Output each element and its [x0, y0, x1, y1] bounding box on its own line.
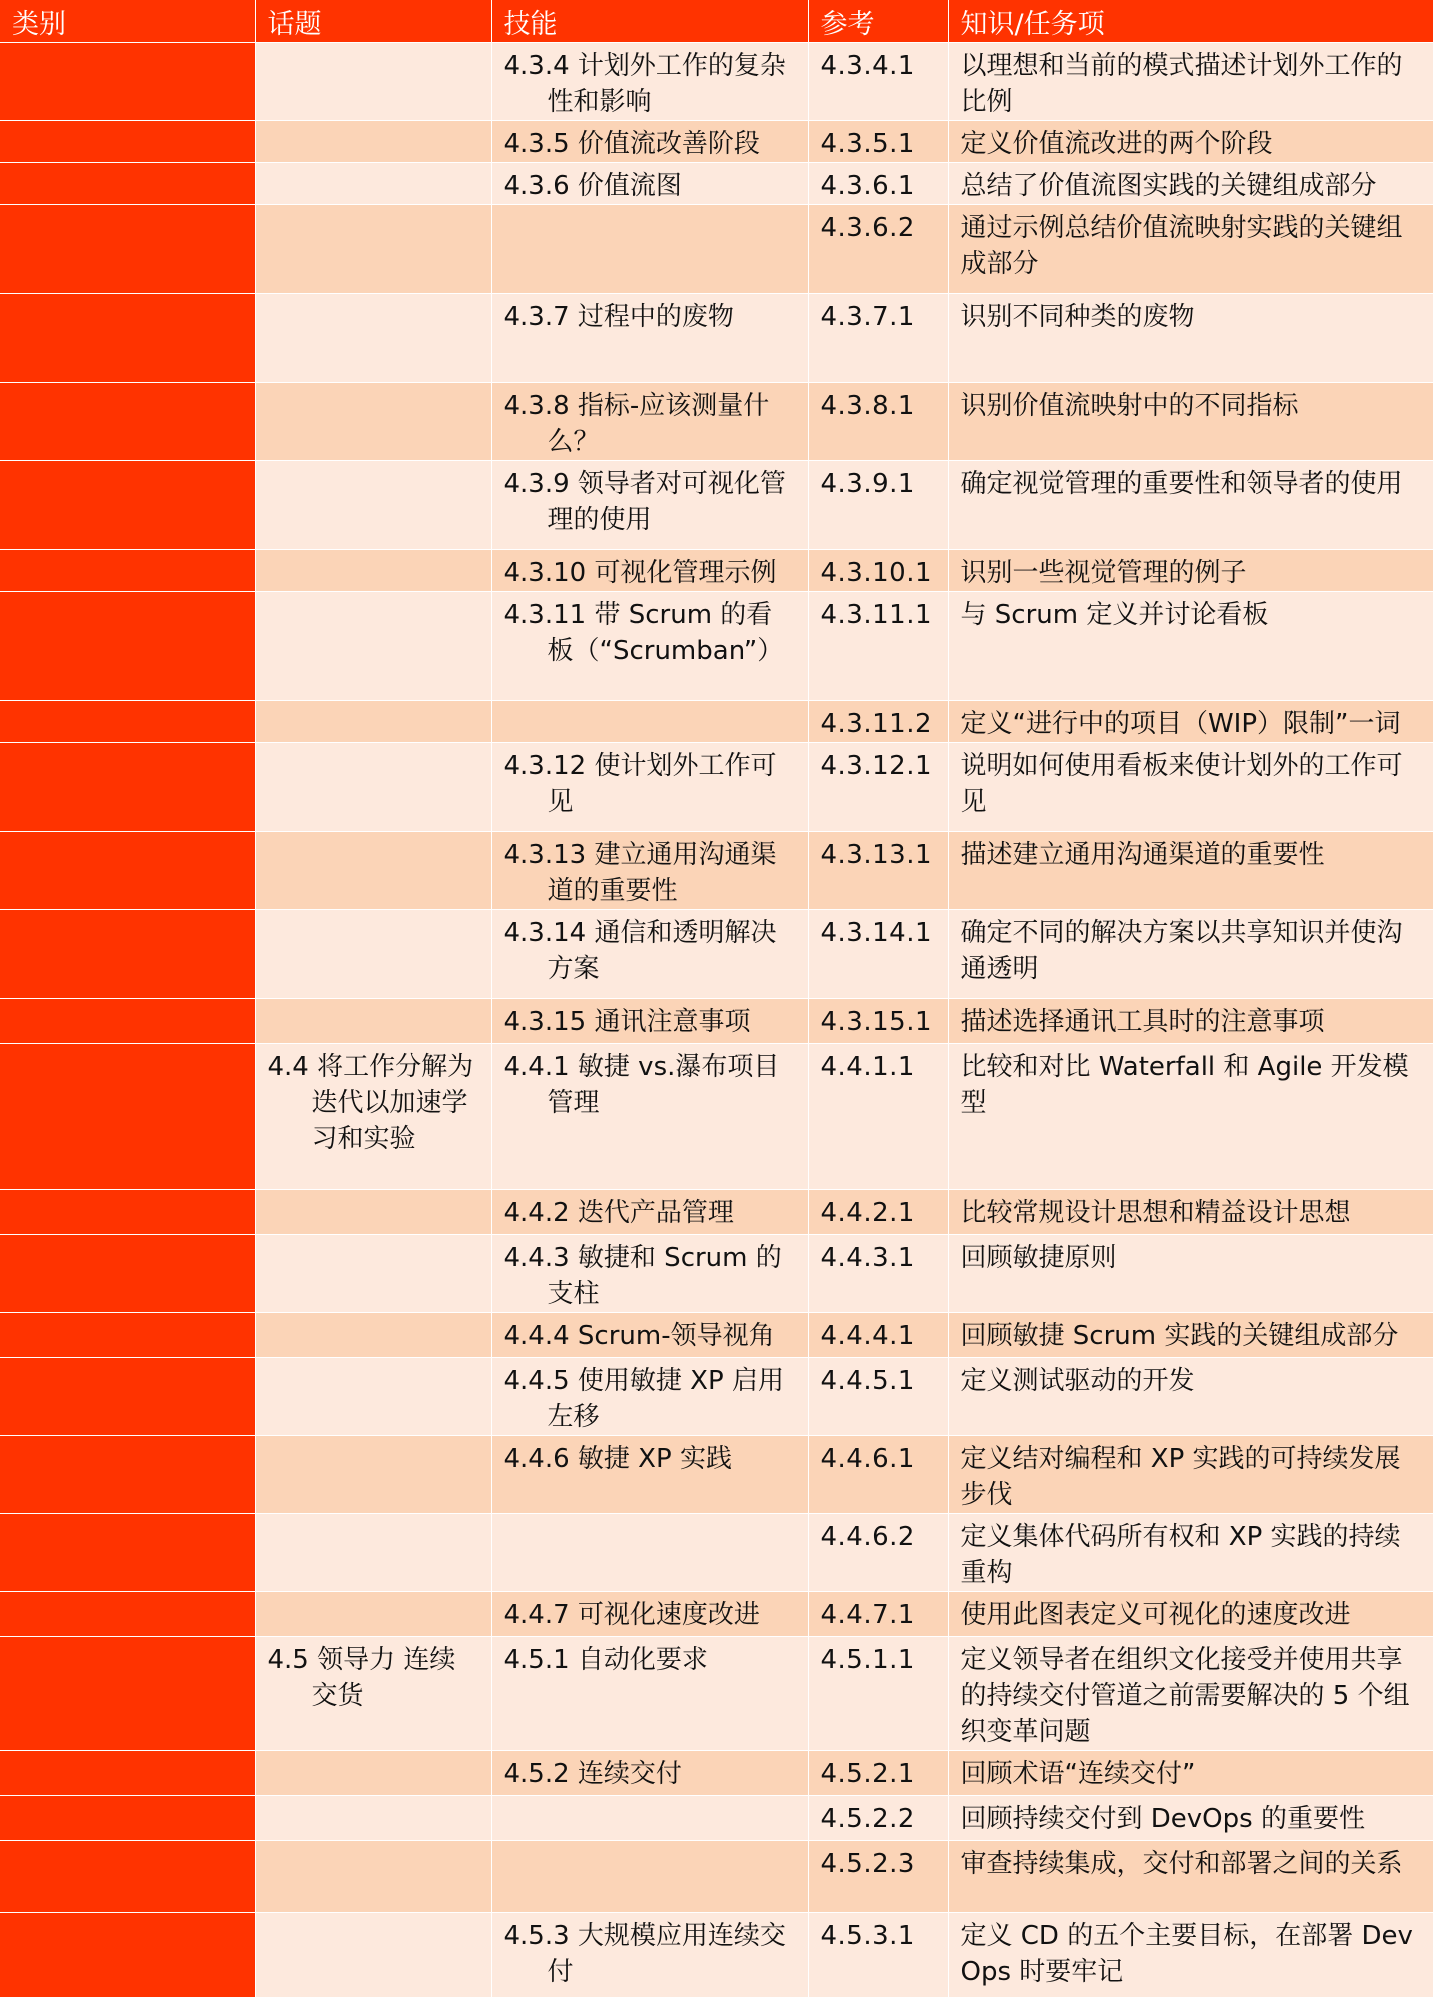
category-cell	[0, 1044, 255, 1190]
skill-cell-text: 4.3.13 建立通用沟通渠道的重要性	[503, 840, 777, 906]
skill-cell	[491, 294, 808, 383]
knowledge-item-cell	[948, 461, 1433, 550]
topic-cell	[255, 1796, 491, 1841]
topic-cell	[255, 205, 491, 294]
knowledge-item-cell-text: 确定视觉管理的重要性和领导者的使用	[960, 469, 1403, 499]
skill-cell	[491, 1751, 808, 1796]
reference-cell-text: 4.3.4.1	[820, 51, 915, 81]
table-row	[0, 205, 1433, 294]
table-row	[0, 999, 1433, 1044]
knowledge-item-cell-text: 审查持续集成，交付和部署之间的关系	[960, 1849, 1403, 1879]
knowledge-item-cell-text: 以理想和当前的模式描述计划外工作的比例	[960, 51, 1403, 117]
table-row	[0, 1637, 1433, 1751]
table-row	[0, 163, 1433, 205]
skill-cell	[491, 121, 808, 163]
topic-cell-text: 4.5 领导力 连续交货	[267, 1645, 456, 1711]
reference-cell	[808, 1235, 948, 1313]
reference-cell-text: 4.4.2.1	[820, 1198, 915, 1228]
knowledge-item-cell-text: 定义价值流改进的两个阶段	[960, 129, 1273, 159]
topic-cell	[255, 461, 491, 550]
knowledge-item-cell-text: 定义集体代码所有权和 XP 实践的持续重构	[960, 1522, 1401, 1588]
topic-cell	[255, 1514, 491, 1592]
table-row	[0, 592, 1433, 701]
topic-cell	[255, 701, 491, 743]
knowledge-item-cell	[948, 1751, 1433, 1796]
topic-cell	[255, 163, 491, 205]
skill-cell	[491, 1190, 808, 1235]
reference-cell-text: 4.3.6.2	[820, 213, 915, 243]
reference-cell-text: 4.5.3.1	[820, 1921, 915, 1951]
reference-cell-text: 4.3.15.1	[820, 1007, 933, 1037]
category-cell	[0, 461, 255, 550]
table-row	[0, 1751, 1433, 1796]
knowledge-item-cell	[948, 832, 1433, 910]
reference-cell	[808, 163, 948, 205]
category-cell	[0, 1514, 255, 1592]
reference-cell-text: 4.5.1.1	[820, 1645, 915, 1675]
header-skill: 技能	[491, 0, 808, 43]
knowledge-item-cell-text: 说明如何使用看板来使计划外的工作可见	[960, 751, 1403, 817]
skill-cell	[491, 1358, 808, 1436]
knowledge-item-cell-text: 定义结对编程和 XP 实践的可持续发展步伐	[960, 1444, 1401, 1510]
skill-cell	[491, 743, 808, 832]
reference-cell	[808, 592, 948, 701]
reference-cell	[808, 1313, 948, 1358]
skill-cell	[491, 1841, 808, 1913]
topic-cell	[255, 1358, 491, 1436]
reference-cell-text: 4.3.10.1	[820, 558, 933, 588]
table-row	[0, 1190, 1433, 1235]
topic-cell	[255, 550, 491, 592]
category-cell	[0, 1436, 255, 1514]
table-row	[0, 1514, 1433, 1592]
knowledge-item-cell	[948, 1436, 1433, 1514]
category-cell	[0, 1235, 255, 1313]
knowledge-item-cell-text: 定义领导者在组织文化接受并使用共享的持续交付管道之前需要解决的 5 个组织变革问题	[960, 1645, 1410, 1747]
category-cell	[0, 294, 255, 383]
reference-cell-text: 4.3.11.1	[820, 600, 933, 630]
table-row	[0, 743, 1433, 832]
table-row	[0, 910, 1433, 999]
skill-cell	[491, 1436, 808, 1514]
category-cell	[0, 743, 255, 832]
topic-cell	[255, 43, 491, 121]
skill-cell-text: 4.3.7 过程中的废物	[503, 302, 734, 332]
knowledge-item-cell-text: 与 Scrum 定义并讨论看板	[960, 600, 1269, 630]
reference-cell	[808, 550, 948, 592]
reference-cell-text: 4.3.12.1	[820, 751, 933, 781]
knowledge-item-cell	[948, 743, 1433, 832]
topic-cell	[255, 1637, 491, 1751]
reference-cell-text: 4.3.14.1	[820, 918, 933, 948]
reference-cell	[808, 743, 948, 832]
reference-cell-text: 4.4.7.1	[820, 1600, 915, 1630]
knowledge-item-cell	[948, 1313, 1433, 1358]
skill-cell-text: 4.3.12 使计划外工作可见	[503, 751, 777, 817]
skill-cell	[491, 43, 808, 121]
skill-cell	[491, 383, 808, 461]
category-cell	[0, 1637, 255, 1751]
category-cell	[0, 1751, 255, 1796]
topic-cell	[255, 832, 491, 910]
table-row	[0, 1592, 1433, 1637]
skill-cell-text: 4.3.9 领导者对可视化管理的使用	[503, 469, 786, 535]
topic-cell	[255, 743, 491, 832]
topic-cell	[255, 1313, 491, 1358]
skill-cell	[491, 701, 808, 743]
category-cell	[0, 701, 255, 743]
skill-cell-text: 4.3.11 带 Scrum 的看板（“Scrumban”）	[503, 600, 784, 666]
knowledge-item-cell-text: 描述建立通用沟通渠道的重要性	[960, 840, 1325, 870]
skill-cell-text: 4.4.3 敏捷和 Scrum 的支柱	[503, 1243, 782, 1309]
knowledge-item-cell-text: 使用此图表定义可视化的速度改进	[960, 1600, 1351, 1630]
knowledge-item-cell-text: 回顾术语“连续交付”	[960, 1759, 1196, 1789]
table-row	[0, 383, 1433, 461]
skill-cell	[491, 999, 808, 1044]
table-row	[0, 550, 1433, 592]
reference-cell-text: 4.4.6.2	[820, 1522, 915, 1552]
topic-cell	[255, 121, 491, 163]
reference-cell	[808, 1841, 948, 1913]
reference-cell-text: 4.4.1.1	[820, 1052, 915, 1082]
reference-cell-text: 4.3.5.1	[820, 129, 915, 159]
knowledge-item-cell	[948, 1514, 1433, 1592]
skill-cell	[491, 1913, 808, 1998]
knowledge-item-cell-text: 回顾敏捷原则	[960, 1243, 1117, 1273]
topic-cell	[255, 294, 491, 383]
skill-cell-text: 4.4.1 敏捷 vs.瀑布项目管理	[503, 1052, 780, 1118]
skill-cell-text: 4.3.4 计划外工作的复杂性和影响	[503, 51, 786, 117]
category-cell	[0, 1841, 255, 1913]
knowledge-item-cell-text: 回顾持续交付到 DevOps 的重要性	[960, 1804, 1365, 1834]
reference-cell	[808, 1751, 948, 1796]
table-row	[0, 1358, 1433, 1436]
knowledge-item-cell	[948, 592, 1433, 701]
header-topic: 话题	[255, 0, 491, 43]
skill-cell-text: 4.4.7 可视化速度改进	[503, 1600, 760, 1630]
knowledge-item-cell-text: 总结了价值流图实践的关键组成部分	[960, 171, 1377, 201]
reference-cell	[808, 383, 948, 461]
category-cell	[0, 43, 255, 121]
skill-cell-text: 4.3.10 可视化管理示例	[503, 558, 777, 588]
skill-cell	[491, 832, 808, 910]
table-row	[0, 1913, 1433, 1998]
category-cell	[0, 1913, 255, 1998]
knowledge-item-cell-text: 识别一些视觉管理的例子	[960, 558, 1247, 588]
skill-cell-text: 4.4.4 Scrum-领导视角	[503, 1321, 775, 1351]
knowledge-item-cell	[948, 1235, 1433, 1313]
skill-cell	[491, 1592, 808, 1637]
topic-cell	[255, 1841, 491, 1913]
knowledge-item-cell-text: 识别价值流映射中的不同指标	[960, 391, 1299, 421]
category-cell	[0, 1796, 255, 1841]
knowledge-item-cell	[948, 1841, 1433, 1913]
category-cell	[0, 1358, 255, 1436]
skill-cell	[491, 910, 808, 999]
knowledge-item-cell-text: 比较和对比 Waterfall 和 Agile 开发模型	[960, 1052, 1409, 1118]
skill-cell	[491, 1637, 808, 1751]
skill-cell	[491, 1313, 808, 1358]
topic-cell	[255, 910, 491, 999]
topic-cell	[255, 1044, 491, 1190]
reference-cell	[808, 999, 948, 1044]
knowledge-item-cell	[948, 121, 1433, 163]
category-cell	[0, 550, 255, 592]
skill-cell-text: 4.3.5 价值流改善阶段	[503, 129, 760, 159]
reference-cell	[808, 1796, 948, 1841]
reference-cell	[808, 1637, 948, 1751]
knowledge-item-cell	[948, 43, 1433, 121]
table-row	[0, 1841, 1433, 1913]
table-body	[0, 43, 1433, 1998]
skill-cell	[491, 1796, 808, 1841]
skill-cell	[491, 1044, 808, 1190]
skill-cell	[491, 461, 808, 550]
reference-cell-text: 4.4.3.1	[820, 1243, 915, 1273]
reference-cell	[808, 832, 948, 910]
reference-cell-text: 4.4.5.1	[820, 1366, 915, 1396]
knowledge-item-cell	[948, 163, 1433, 205]
table-row	[0, 1313, 1433, 1358]
reference-cell	[808, 294, 948, 383]
table-row	[0, 294, 1433, 383]
reference-cell	[808, 121, 948, 163]
category-cell	[0, 832, 255, 910]
header-category: 类别	[0, 0, 255, 43]
category-cell	[0, 999, 255, 1044]
category-cell	[0, 205, 255, 294]
header-knowledge-item: 知识/任务项	[948, 0, 1433, 43]
reference-cell-text: 4.3.8.1	[820, 391, 915, 421]
topic-cell	[255, 592, 491, 701]
reference-cell-text: 4.4.6.1	[820, 1444, 915, 1474]
skill-cell	[491, 1235, 808, 1313]
knowledge-item-cell	[948, 550, 1433, 592]
reference-cell	[808, 1514, 948, 1592]
knowledge-item-cell-text: 定义测试驱动的开发	[960, 1366, 1195, 1396]
reference-cell-text: 4.5.2.3	[820, 1849, 915, 1879]
skill-cell-text: 4.4.5 使用敏捷 XP 启用左移	[503, 1366, 784, 1432]
reference-cell	[808, 701, 948, 743]
reference-cell-text: 4.3.11.2	[820, 709, 933, 739]
reference-cell-text: 4.4.4.1	[820, 1321, 915, 1351]
skill-cell	[491, 163, 808, 205]
table-row	[0, 1436, 1433, 1514]
knowledge-item-cell	[948, 1358, 1433, 1436]
category-cell	[0, 910, 255, 999]
category-cell	[0, 1592, 255, 1637]
knowledge-item-cell-text: 识别不同种类的废物	[960, 302, 1195, 332]
reference-cell-text: 4.5.2.1	[820, 1759, 915, 1789]
reference-cell	[808, 1358, 948, 1436]
table-row	[0, 832, 1433, 910]
topic-cell	[255, 1913, 491, 1998]
header-row	[0, 0, 1433, 43]
topic-cell	[255, 383, 491, 461]
knowledge-item-cell	[948, 383, 1433, 461]
skill-cell	[491, 205, 808, 294]
knowledge-item-cell-text: 确定不同的解决方案以共享知识并使沟通透明	[960, 918, 1403, 984]
knowledge-item-cell-text: 定义 CD 的五个主要目标，在部署 DevOps 时要牢记	[960, 1921, 1413, 1987]
topic-cell	[255, 1751, 491, 1796]
knowledge-item-cell	[948, 1044, 1433, 1190]
knowledge-item-cell-text: 描述选择通讯工具时的注意事项	[960, 1007, 1325, 1037]
reference-cell	[808, 205, 948, 294]
topic-cell-text: 4.4 将工作分解为迭代以加速学习和实验	[267, 1052, 474, 1154]
skill-cell	[491, 592, 808, 701]
reference-cell-text: 4.3.6.1	[820, 171, 915, 201]
knowledge-item-cell	[948, 910, 1433, 999]
topic-cell	[255, 1190, 491, 1235]
skill-cell-text: 4.5.2 连续交付	[503, 1759, 682, 1789]
skill-cell-text: 4.4.2 迭代产品管理	[503, 1198, 734, 1228]
skill-cell-text: 4.4.6 敏捷 XP 实践	[503, 1444, 732, 1474]
knowledge-item-cell	[948, 1190, 1433, 1235]
table-row	[0, 1044, 1433, 1190]
reference-cell-text: 4.3.13.1	[820, 840, 933, 870]
knowledge-item-cell-text: 回顾敏捷 Scrum 实践的关键组成部分	[960, 1321, 1399, 1351]
category-cell	[0, 1190, 255, 1235]
category-cell	[0, 592, 255, 701]
knowledge-item-cell-text: 通过示例总结价值流映射实践的关键组成部分	[960, 213, 1403, 279]
reference-cell-text: 4.5.2.2	[820, 1804, 915, 1834]
table-row	[0, 461, 1433, 550]
skill-cell-text: 4.3.6 价值流图	[503, 171, 682, 201]
topic-cell	[255, 1436, 491, 1514]
skill-cell-text: 4.3.14 通信和透明解决方案	[503, 918, 777, 984]
reference-cell	[808, 43, 948, 121]
table-row	[0, 121, 1433, 163]
knowledge-item-cell	[948, 205, 1433, 294]
reference-cell	[808, 1190, 948, 1235]
category-cell	[0, 383, 255, 461]
table-row	[0, 1796, 1433, 1841]
category-cell	[0, 163, 255, 205]
reference-cell	[808, 1044, 948, 1190]
knowledge-item-cell	[948, 1592, 1433, 1637]
reference-cell	[808, 1913, 948, 1998]
table-row	[0, 43, 1433, 121]
skill-cell-text: 4.5.1 自动化要求	[503, 1645, 708, 1675]
knowledge-item-cell-text: 定义“进行中的项目（WIP）限制”一词	[960, 709, 1401, 739]
table-row	[0, 701, 1433, 743]
reference-cell-text: 4.3.7.1	[820, 302, 915, 332]
reference-cell	[808, 910, 948, 999]
header-reference: 参考	[808, 0, 948, 43]
knowledge-item-cell	[948, 999, 1433, 1044]
knowledge-item-cell	[948, 1913, 1433, 1998]
skill-cell	[491, 550, 808, 592]
topic-cell	[255, 1592, 491, 1637]
category-cell	[0, 1313, 255, 1358]
table-row	[0, 1235, 1433, 1313]
topic-cell	[255, 999, 491, 1044]
category-cell	[0, 121, 255, 163]
knowledge-item-cell	[948, 294, 1433, 383]
skill-cell-text: 4.5.3 大规模应用连续交付	[503, 1921, 786, 1987]
reference-cell	[808, 1436, 948, 1514]
skill-cell-text: 4.3.15 通讯注意事项	[503, 1007, 751, 1037]
knowledge-item-cell	[948, 1637, 1433, 1751]
topic-cell	[255, 1235, 491, 1313]
knowledge-item-cell	[948, 1796, 1433, 1841]
reference-cell	[808, 461, 948, 550]
knowledge-item-cell-text: 比较常规设计思想和精益设计思想	[960, 1198, 1351, 1228]
skill-cell-text: 4.3.8 指标-应该测量什么？	[503, 391, 770, 457]
reference-cell-text: 4.3.9.1	[820, 469, 915, 499]
knowledge-item-cell	[948, 701, 1433, 743]
reference-cell	[808, 1592, 948, 1637]
skill-cell	[491, 1514, 808, 1592]
